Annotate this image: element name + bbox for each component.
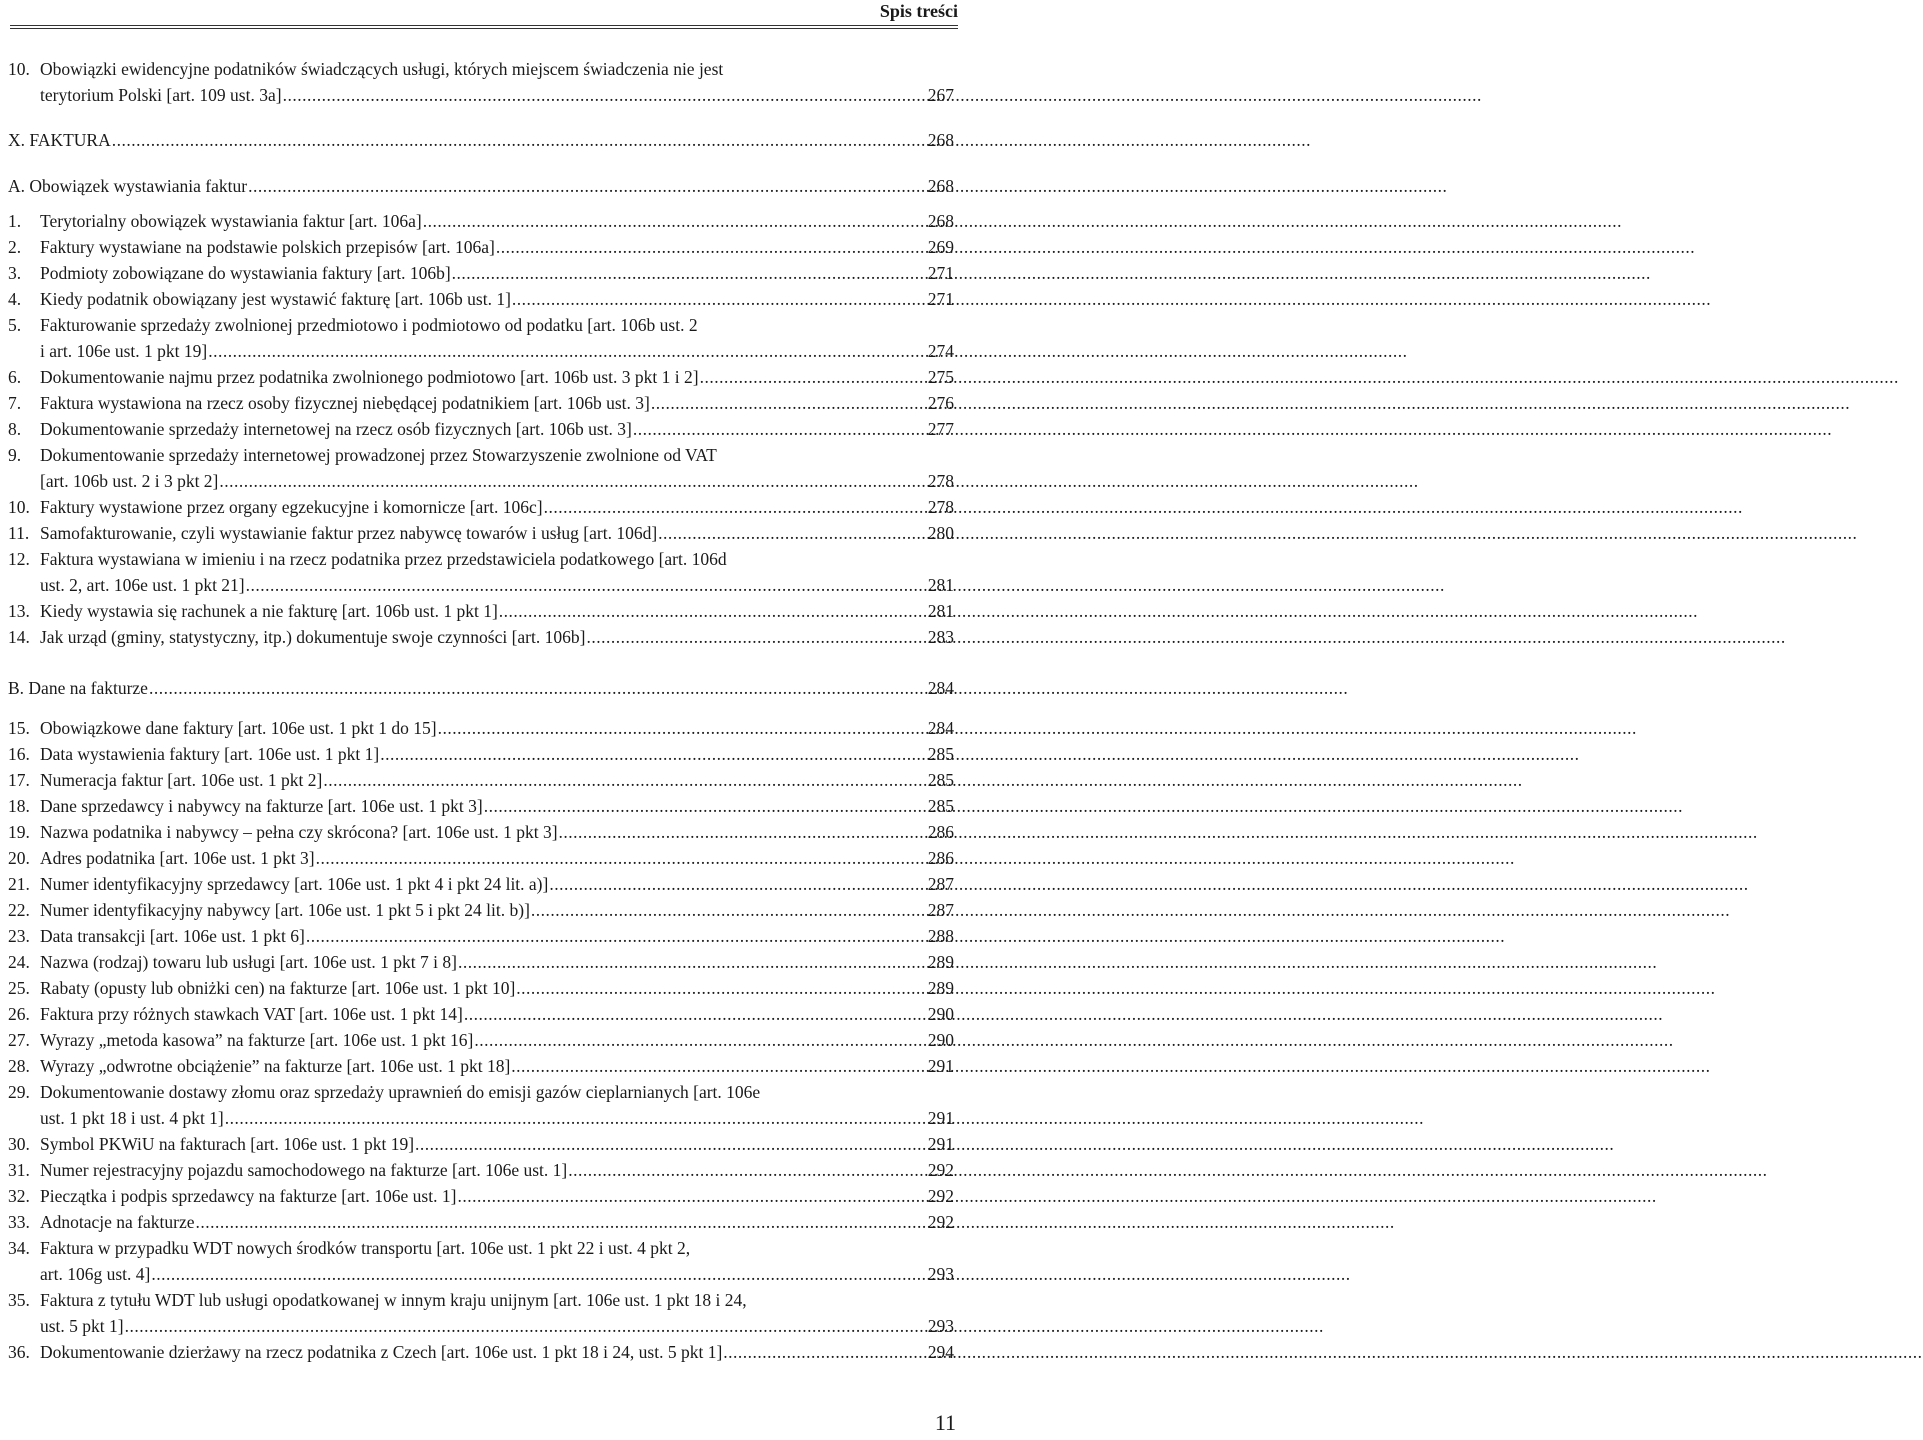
dot-leader: [700, 365, 927, 389]
toc-entry-page: 291: [927, 1108, 954, 1128]
toc-entry-page: 291: [927, 1134, 954, 1154]
toc-entry-page: 280: [927, 523, 954, 543]
toc-entry-number: 7.: [8, 393, 22, 413]
toc-entry-page: 278: [927, 497, 954, 517]
toc-entry-number: 2.: [8, 237, 22, 257]
toc-entry-text: Adres podatnika [art. 106e ust. 1 pkt 3]: [40, 848, 315, 868]
toc-entry-page: 293: [927, 1316, 954, 1336]
toc-entry-line: [8, 521, 954, 545]
dot-leader: [499, 599, 927, 623]
toc-entry-number: 17.: [8, 770, 30, 790]
toc-entry-page: 278: [927, 471, 954, 491]
dot-leader: [112, 128, 927, 152]
toc-entry-line: [8, 365, 954, 389]
toc-entry-line: [8, 625, 954, 649]
dot-leader: [380, 742, 927, 766]
toc-entry-text: Numer identyfikacyjny nabywcy [art. 106e ust. 1 pkt 5 i pkt 24 lit. b)]: [40, 900, 530, 920]
toc-entry-page: 281: [927, 575, 954, 595]
toc-entry-text: X. FAKTURA: [8, 130, 111, 150]
toc-entry-text: B. Dane na fakturze: [8, 678, 148, 698]
toc-entry-page: 291: [927, 1056, 954, 1076]
running-header-title: Spis treści: [879, 1, 958, 21]
toc-entry-page: 289: [927, 978, 954, 998]
dot-leader: [531, 898, 927, 922]
toc-entry-line: [40, 1262, 954, 1286]
toc-entry-line: [8, 716, 954, 740]
toc-entry-text: Faktura wystawiona na rzecz osoby fizycznej niebędącej podatnikiem [art. 106b ust. 3]: [40, 393, 650, 413]
toc-entry-line: [8, 417, 954, 441]
toc-entry-text: i art. 106e ust. 1 pkt 19]: [40, 341, 208, 361]
toc-entry-number: 29.: [8, 1082, 30, 1102]
toc-entry-page: 292: [927, 1212, 954, 1232]
toc-entry-page: 285: [927, 796, 954, 816]
toc-entry-page: 269: [927, 237, 954, 257]
toc-entry-line: [8, 676, 954, 700]
toc-entry-number: 15.: [8, 718, 30, 738]
dot-leader: [246, 573, 927, 597]
toc-entry-text: Nazwa podatnika i nabywcy – pełna czy skrócona? [art. 106e ust. 1 pkt 3]: [40, 822, 558, 842]
toc-entry-line: [8, 235, 954, 259]
toc-entry-text: Faktura wystawiana w imieniu i na rzecz podatnika przez przedstawiciela podatkowego [art. 106d: [40, 549, 727, 569]
toc-entry-text: Numer rejestracyjny pojazdu samochodowego na fakturze [art. 106e ust. 1]: [40, 1160, 568, 1180]
toc-entry-number: 5.: [8, 315, 22, 335]
toc-entry-text: Faktura w przypadku WDT nowych środków transportu [art. 106e ust. 1 pkt 22 i ust. 4 pkt 2,: [40, 1238, 691, 1258]
toc-entry-text: Numer identyfikacyjny sprzedawcy [art. 106e ust. 1 pkt 4 i pkt 24 lit. a)]: [40, 874, 549, 894]
toc-entry-number: 27.: [8, 1030, 30, 1050]
toc-entry-line: [8, 128, 954, 152]
toc-entry-text: Pieczątka i podpis sprzedawcy na fakturze [art. 106e ust. 1]: [40, 1186, 457, 1206]
toc-entry-text: Dokumentowanie sprzedaży internetowej prowadzonej przez Stowarzyszenie zwolnione od VAT: [40, 445, 717, 465]
toc-entry-page: 271: [927, 289, 954, 309]
toc-entry-number: 31.: [8, 1160, 30, 1180]
toc-entry-text: Dokumentowanie sprzedaży internetowej na rzecz osób fizycznych [art. 106b ust. 3]: [40, 419, 632, 439]
dot-leader: [208, 339, 927, 363]
toc-entry-line: [40, 1314, 954, 1338]
dot-leader: [423, 209, 927, 233]
dot-leader: [452, 261, 927, 285]
toc-entry-line: [40, 469, 954, 493]
dot-leader: [586, 625, 926, 649]
toc-entry-line: [8, 547, 954, 571]
toc-entry-page: 290: [927, 1030, 954, 1050]
toc-entry-line: [40, 1106, 954, 1130]
toc-entry-line: [40, 573, 954, 597]
toc-entry-line: [40, 339, 954, 363]
toc-entry-text: Wyrazy „metoda kasowa” na fakturze [art. 106e ust. 1 pkt 16]: [40, 1030, 474, 1050]
toc-entry-page: 268: [927, 211, 954, 231]
toc-entry-text: ust. 1 pkt 18 i ust. 4 pkt 1]: [40, 1108, 224, 1128]
dot-leader: [306, 924, 927, 948]
toc-entry-number: 25.: [8, 978, 30, 998]
toc-entry-line: [8, 1002, 954, 1026]
toc-entry-line: [8, 1054, 954, 1078]
dot-leader: [248, 174, 927, 198]
toc-entry-text: Dokumentowanie dzierżawy na rzecz podatnika z Czech [art. 106e ust. 1 pkt 18 i 24, ust. 5 pkt 1]: [40, 1342, 723, 1362]
toc-entry-number: 3.: [8, 263, 22, 283]
toc-entry-number: 19.: [8, 822, 30, 842]
toc-entry-line: [8, 768, 954, 792]
dot-leader: [415, 1132, 927, 1156]
toc-entry-page: 284: [927, 718, 954, 738]
toc-entry-line: [8, 1340, 954, 1364]
toc-entry-line: [8, 872, 954, 896]
toc-entry-page: 292: [927, 1186, 954, 1206]
toc-entry-page: 283: [927, 627, 954, 647]
toc-entry-number: 22.: [8, 900, 30, 920]
dot-leader: [484, 794, 927, 818]
toc-entry-page: 284: [927, 678, 954, 698]
toc-entry-number: 24.: [8, 952, 30, 972]
toc-entry-number: 1.: [8, 211, 22, 231]
toc-entry-number: 10.: [8, 59, 30, 79]
dot-leader: [568, 1158, 927, 1182]
dot-leader: [496, 235, 927, 259]
toc-entry-page: 275: [927, 367, 954, 387]
toc-entry-number: 26.: [8, 1004, 30, 1024]
toc-entry-text: Symbol PKWiU na fakturach [art. 106e ust. 1 pkt 19]: [40, 1134, 415, 1154]
toc-entry-page: 277: [927, 419, 954, 439]
toc-entry-text: Obowiązkowe dane faktury [art. 106e ust. 1 pkt 1 do 15]: [40, 718, 437, 738]
toc-entry-page: 276: [927, 393, 954, 413]
toc-entry-number: 21.: [8, 874, 30, 894]
toc-entry-text: Terytorialny obowiązek wystawiania faktur [art. 106a]: [40, 211, 422, 231]
toc-entry-page: 267: [927, 85, 954, 105]
toc-entry-page: 287: [927, 900, 954, 920]
toc-entry-line: [8, 924, 954, 948]
toc-entry-text: Faktura z tytułu WDT lub usługi opodatkowanej w innym kraju unijnym [art. 106e ust. 1 pkt 18 i 24,: [40, 1290, 747, 1310]
table-of-contents: [0, 0, 960, 1440]
dot-leader: [196, 1210, 927, 1234]
toc-entry-text: Kiedy wystawia się rachunek a nie fakturę [art. 106b ust. 1 pkt 1]: [40, 601, 498, 621]
toc-entry-page: 293: [927, 1264, 954, 1284]
toc-entry-page: 268: [927, 176, 954, 196]
toc-entry-line: [40, 83, 954, 107]
toc-entry-number: 14.: [8, 627, 30, 647]
toc-entry-text: Faktury wystawiane na podstawie polskich przepisów [art. 106a]: [40, 237, 495, 257]
dot-leader: [658, 521, 927, 545]
toc-entry-page: 271: [927, 263, 954, 283]
toc-entry-line: [8, 1236, 954, 1260]
toc-entry-page: 292: [927, 1160, 954, 1180]
toc-entry-line: [8, 57, 954, 81]
toc-entry-text: terytorium Polski [art. 109 ust. 3a]: [40, 85, 282, 105]
toc-entry-text: Dokumentowanie najmu przez podatnika zwolnionego podmiotowo [art. 106b ust. 3 pkt 1 i 2]: [40, 367, 699, 387]
toc-entry-line: [8, 287, 954, 311]
toc-entry-page: 289: [927, 952, 954, 972]
toc-entry-text: Rabaty (opusty lub obniżki cen) na fakturze [art. 106e ust. 1 pkt 10]: [40, 978, 516, 998]
toc-entry-text: art. 106g ust. 4]: [40, 1264, 151, 1284]
dot-leader: [323, 768, 926, 792]
toc-entry-line: [8, 1210, 954, 1234]
toc-entry-number: 32.: [8, 1186, 30, 1206]
toc-entry-text: Dane sprzedawcy i nabywcy na fakturze [art. 106e ust. 1 pkt 3]: [40, 796, 483, 816]
toc-entry-text: Faktury wystawione przez organy egzekucyjne i komornicze [art. 106c]: [40, 497, 543, 517]
toc-entry-text: Jak urząd (gminy, statystyczny, itp.) dokumentuje swoje czynności [art. 106b]: [40, 627, 586, 647]
dot-leader: [125, 1314, 927, 1338]
toc-entry-text: Adnotacje na fakturze: [40, 1212, 195, 1232]
page-number: 11: [934, 1410, 956, 1435]
toc-entry-number: 34.: [8, 1238, 30, 1258]
toc-entry-page: 286: [927, 848, 954, 868]
toc-entry-line: [8, 261, 954, 285]
toc-entry-number: 9.: [8, 445, 22, 465]
toc-entry-line: [8, 950, 954, 974]
dot-leader: [651, 391, 927, 415]
toc-entry-line: [8, 976, 954, 1000]
dot-leader: [474, 1028, 926, 1052]
toc-entry-line: [8, 495, 954, 519]
toc-entry-page: 274: [927, 341, 954, 361]
toc-entry-line: [8, 742, 954, 766]
toc-entry-text: Podmioty zobowiązane do wystawiania faktury [art. 106b]: [40, 263, 451, 283]
toc-entry-page: 285: [927, 770, 954, 790]
toc-entry-line: [8, 1132, 954, 1156]
toc-entry-line: [8, 1288, 954, 1312]
dot-leader: [549, 872, 926, 896]
toc-entry-line: [8, 898, 954, 922]
toc-entry-text: ust. 2, art. 106e ust. 1 pkt 21]: [40, 575, 245, 595]
toc-entry-number: 33.: [8, 1212, 30, 1232]
toc-entry-line: [8, 846, 954, 870]
toc-entry-number: 13.: [8, 601, 30, 621]
toc-entry-line: [8, 599, 954, 623]
toc-entry-text: Fakturowanie sprzedaży zwolnionej przedmiotowo i podmiotowo od podatku [art. 106b ust. 2: [40, 315, 698, 335]
toc-entry-number: 6.: [8, 367, 22, 387]
toc-entry-page: 286: [927, 822, 954, 842]
toc-entry-page: 294: [927, 1342, 954, 1362]
toc-entry-number: 20.: [8, 848, 30, 868]
dot-leader: [457, 1184, 926, 1208]
toc-entry-line: [8, 391, 954, 415]
toc-entry-text: Data transakcji [art. 106e ust. 1 pkt 6]: [40, 926, 305, 946]
dot-leader: [438, 716, 927, 740]
toc-entry-number: 30.: [8, 1134, 30, 1154]
toc-entry-page: 268: [927, 130, 954, 150]
toc-entry-number: 18.: [8, 796, 30, 816]
toc-entry-line: [8, 313, 954, 337]
toc-entry-number: 16.: [8, 744, 30, 764]
toc-entry-line: [8, 443, 954, 467]
toc-entry-number: 4.: [8, 289, 22, 309]
dot-leader: [544, 495, 927, 519]
toc-entry-text: Obowiązki ewidencyjne podatników świadczących usługi, których miejscem świadczenia nie jest: [40, 59, 724, 79]
toc-entry-number: 10.: [8, 497, 30, 517]
toc-entry-number: 35.: [8, 1290, 30, 1310]
toc-entry-page: 285: [927, 744, 954, 764]
toc-entry-line: [8, 820, 954, 844]
toc-entry-text: Kiedy podatnik obowiązany jest wystawić fakturę [art. 106b ust. 1]: [40, 289, 511, 309]
toc-entry-text: ust. 5 pkt 1]: [40, 1316, 124, 1336]
toc-entry-number: 23.: [8, 926, 30, 946]
toc-entry-number: 36.: [8, 1342, 30, 1362]
dot-leader: [559, 820, 927, 844]
toc-entry-text: Numeracja faktur [art. 106e ust. 1 pkt 2]: [40, 770, 323, 790]
toc-entry-line: [8, 1080, 954, 1104]
dot-leader: [151, 1262, 926, 1286]
toc-entry-line: [8, 209, 954, 233]
toc-entry-number: 12.: [8, 549, 30, 569]
toc-entry-number: 28.: [8, 1056, 30, 1076]
toc-entry-line: [8, 794, 954, 818]
dot-leader: [516, 976, 926, 1000]
toc-entry-number: 8.: [8, 419, 22, 439]
toc-entry-text: Wyrazy „odwrotne obciążenie” na fakturze [art. 106e ust. 1 pkt 18]: [40, 1056, 511, 1076]
dot-leader: [633, 417, 927, 441]
toc-entry-text: A. Obowiązek wystawiania faktur: [8, 176, 248, 196]
dot-leader: [316, 846, 927, 870]
toc-entry-line: [8, 1158, 954, 1182]
dot-leader: [723, 1340, 926, 1364]
toc-entry-page: 290: [927, 1004, 954, 1024]
toc-entry-page: 288: [927, 926, 954, 946]
dot-leader: [149, 676, 927, 700]
toc-entry-text: Samofakturowanie, czyli wystawianie faktur przez nabywcę towarów i usług [art. 106d]: [40, 523, 658, 543]
dot-leader: [458, 950, 927, 974]
toc-entry-text: Faktura przy różnych stawkach VAT [art. 106e ust. 1 pkt 14]: [40, 1004, 463, 1024]
toc-entry-text: Dokumentowanie dostawy złomu oraz sprzedaży uprawnień do emisji gazów cieplarnianych [art. 106e: [40, 1082, 761, 1102]
toc-entry-line: [8, 1184, 954, 1208]
toc-entry-page: 281: [927, 601, 954, 621]
dot-leader: [464, 1002, 927, 1026]
toc-entry-page: 287: [927, 874, 954, 894]
dot-leader: [219, 469, 926, 493]
dot-leader: [511, 1054, 926, 1078]
toc-entry-text: [art. 106b ust. 2 i 3 pkt 2]: [40, 471, 219, 491]
dot-leader: [512, 287, 927, 311]
toc-entry-text: Data wystawienia faktury [art. 106e ust. 1 pkt 1]: [40, 744, 380, 764]
toc-entry-line: [8, 1028, 954, 1052]
dot-leader: [225, 1106, 927, 1130]
toc-entry-line: [8, 174, 954, 198]
toc-entry-text: Nazwa (rodzaj) towaru lub usługi [art. 106e ust. 1 pkt 7 i 8]: [40, 952, 457, 972]
dot-leader: [283, 83, 927, 107]
toc-entry-number: 11.: [8, 523, 30, 543]
